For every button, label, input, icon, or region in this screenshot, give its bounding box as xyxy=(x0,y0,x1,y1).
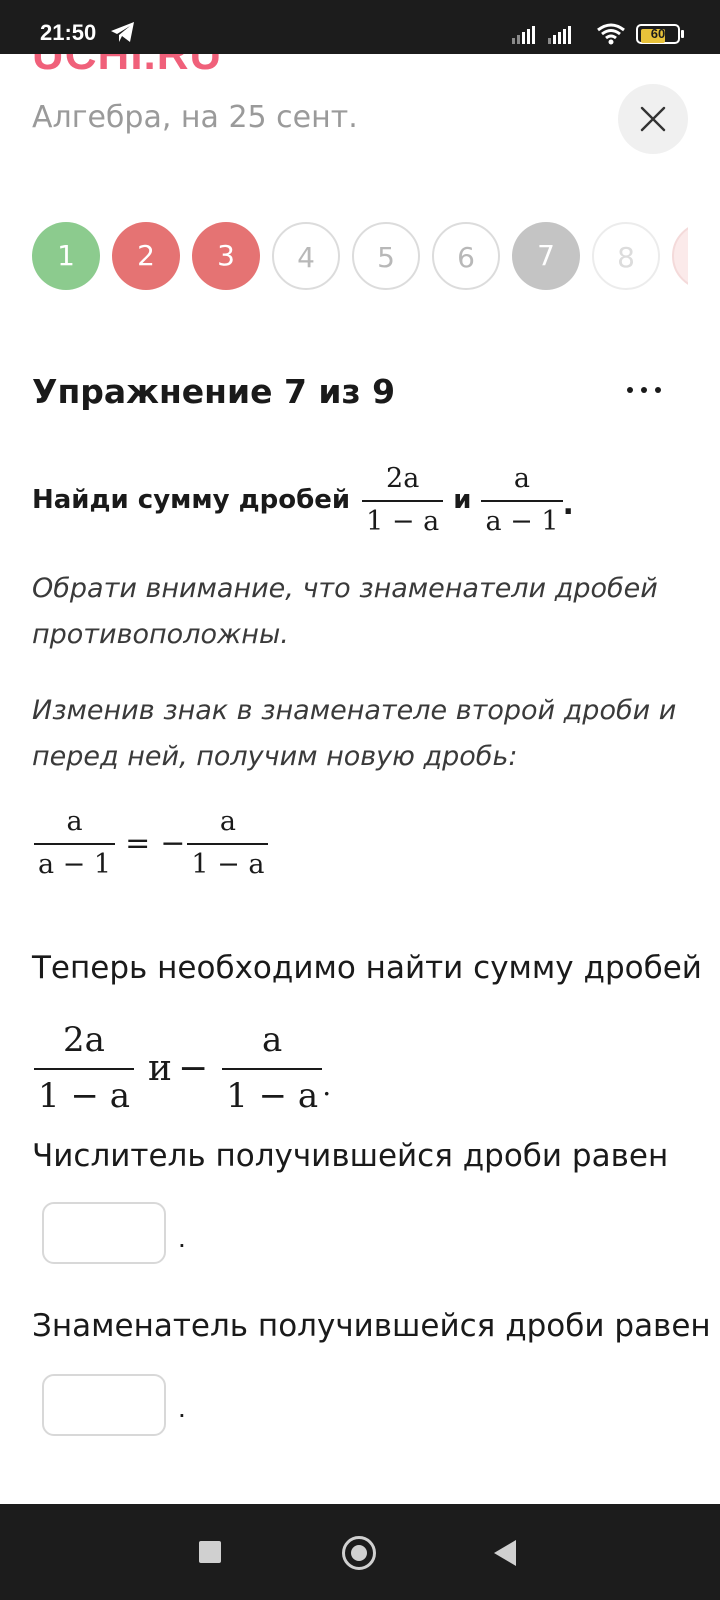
signal-icon xyxy=(548,24,576,44)
fraction xyxy=(222,1020,322,1116)
instruction-text: Теперь необходимо найти сумму дробей xyxy=(32,950,702,986)
denominator: 1 − a xyxy=(38,1076,131,1116)
back-icon[interactable] xyxy=(494,1540,516,1566)
denominator: a − 1 xyxy=(38,849,112,880)
period: . xyxy=(178,1392,186,1423)
equals-sign: = xyxy=(125,825,151,861)
numerator-answer-field[interactable] xyxy=(42,1202,166,1264)
numerator: 2a xyxy=(386,463,420,494)
fraction-bar xyxy=(362,500,443,502)
recents-icon[interactable] xyxy=(199,1541,221,1563)
telegram-icon xyxy=(110,21,136,43)
numerator-question: Числитель получившейся дроби равен xyxy=(32,1138,669,1174)
fraction-bar xyxy=(481,500,562,502)
step-8[interactable]: 8 xyxy=(592,222,660,290)
minus-sign: − xyxy=(160,825,186,861)
minus-sign: − xyxy=(178,1047,209,1089)
battery-level: 60 xyxy=(650,26,666,41)
denominator-question: Знаменатель получившейся дроби равен xyxy=(32,1308,711,1344)
step-9[interactable] xyxy=(672,222,688,290)
period: . xyxy=(322,1069,332,1102)
status-time: 21:50 xyxy=(40,20,97,45)
hint-text: Обрати внимание, что знаменатели дробей противоположны. xyxy=(32,573,658,650)
period: . xyxy=(562,487,574,522)
denominator-input[interactable] xyxy=(44,1376,164,1434)
exercise-progress xyxy=(0,220,688,292)
fraction xyxy=(187,806,268,880)
wifi-icon xyxy=(596,22,626,46)
close-button[interactable] xyxy=(618,84,688,154)
step-5[interactable]: 5 xyxy=(352,222,420,290)
conjunction: и xyxy=(453,485,472,515)
step-4[interactable]: 4 xyxy=(272,222,340,290)
task-statement xyxy=(32,450,574,550)
page-subtitle: Алгебра, на 25 сент. xyxy=(32,100,358,135)
battery-icon xyxy=(636,24,684,44)
conjunction: и xyxy=(148,1047,173,1089)
numerator: a xyxy=(513,463,531,494)
step-2[interactable]: 2 xyxy=(112,222,180,290)
fraction-bar xyxy=(34,843,115,845)
step-6[interactable]: 6 xyxy=(432,222,500,290)
fraction xyxy=(481,463,562,537)
numerator-input[interactable] xyxy=(44,1204,164,1262)
fraction-bar xyxy=(222,1068,322,1070)
numerator: a xyxy=(66,806,83,837)
step-3[interactable]: 3 xyxy=(192,222,260,290)
step-7[interactable]: 7 xyxy=(512,222,580,290)
sum-expression xyxy=(34,1020,331,1116)
fraction xyxy=(34,1020,134,1116)
hint-text: Изменив знак в знаменателе второй дроби и перед ней, получим новую дробь: xyxy=(32,695,677,772)
numerator: 2a xyxy=(63,1020,105,1060)
step-1[interactable]: 1 xyxy=(32,222,100,290)
period: . xyxy=(178,1222,186,1253)
status-bar xyxy=(0,0,720,54)
numerator: a xyxy=(262,1020,283,1060)
fraction-bar xyxy=(34,1068,134,1070)
denominator: a − 1 xyxy=(485,506,559,537)
exercise-title: Упражнение 7 из 9 xyxy=(32,372,396,411)
close-icon xyxy=(640,106,666,132)
task-text: Найди сумму дробей xyxy=(32,485,351,515)
signal-icon xyxy=(512,24,540,44)
denominator-answer-field[interactable] xyxy=(42,1374,166,1436)
denominator: 1 − a xyxy=(191,849,265,880)
equation xyxy=(34,806,268,880)
home-icon[interactable] xyxy=(342,1536,376,1570)
fraction xyxy=(34,806,115,880)
denominator: 1 − a xyxy=(366,506,440,537)
more-horizontal-icon[interactable] xyxy=(624,380,664,400)
fraction xyxy=(362,463,443,537)
denominator: 1 − a xyxy=(226,1076,319,1116)
numerator: a xyxy=(219,806,236,837)
fraction-bar xyxy=(187,843,268,845)
